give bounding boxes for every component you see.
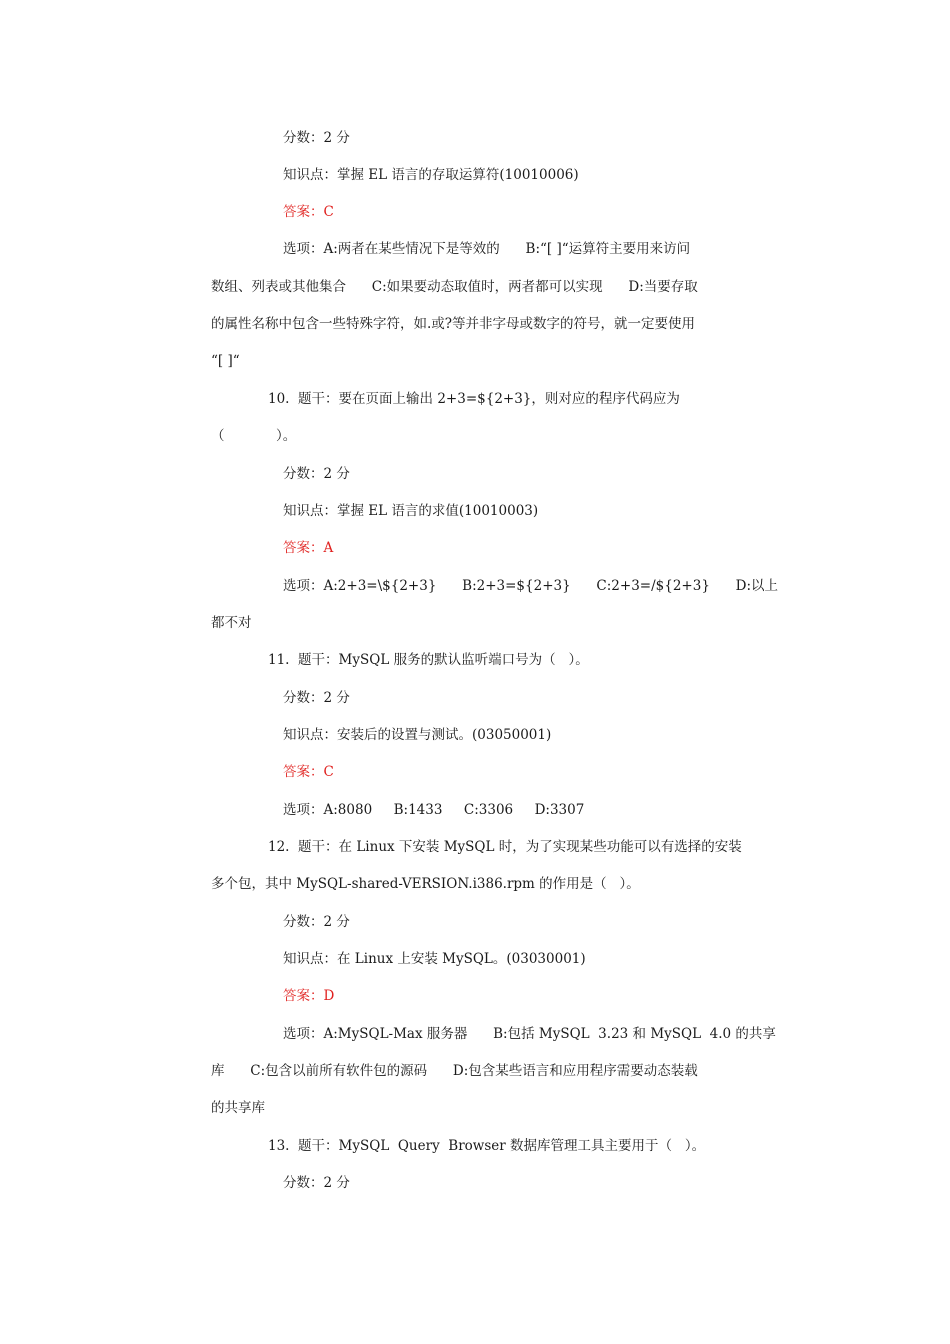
q13-stem: 13. 题干：MySQL Query Browser 数据库管理工具主要用于（ ）。 [268,1138,706,1154]
q12-answer: 答案：D [283,988,335,1004]
q10-options-line-2: 都不对 [211,615,252,631]
q11-stem: 11. 题干：MySQL 服务的默认监听端口号为（ ）。 [268,652,589,668]
q12-options-line-3: 的共享库 [211,1100,265,1116]
q11-answer: 答案：C [283,764,334,780]
q9-knowledge-point: 知识点：掌握 EL 语言的存取运算符(10010006) [283,167,579,183]
q13-score: 分数：2 分 [283,1175,350,1191]
q9-options-line-3: 的属性名称中包含一些特殊字符，如.或?等并非字母或数字的符号，就一定要使用 [211,316,696,332]
q12-options-line-1: 选项：A:MySQL-Max 服务器 B:包括 MySQL 3.23 和 MySQL 4.0 的共享 [283,1026,776,1042]
q10-stem: 10. 题干：要在页面上输出 2+3=${2+3}，则对应的程序代码应为 [268,391,680,407]
q12-score: 分数：2 分 [283,914,350,930]
q9-score: 分数：2 分 [283,130,350,146]
q11-options: 选项：A:8080 B:1433 C:3306 D:3307 [283,802,585,818]
q12-stem-continued: 多个包，其中 MySQL-shared-VERSION.i386.rpm 的作用是（ ）。 [211,876,640,892]
q10-options-line-1: 选项：A:2+3=\${2+3} B:2+3=${2+3} C:2+3=/${2+3} D:以上 [283,578,779,594]
q9-answer: 答案：C [283,204,334,220]
q11-knowledge-point: 知识点：安装后的设置与测试。(03050001) [283,727,552,743]
q11-score: 分数：2 分 [283,690,350,706]
q9-options-line-2: 数组、列表或其他集合 C:如果要动态取值时，两者都可以实现 D:当要存取 [211,279,698,295]
q10-answer: 答案：A [283,540,334,556]
q12-knowledge-point: 知识点：在 Linux 上安装 MySQL。(03030001) [283,951,586,967]
q12-stem: 12. 题干：在 Linux 下安装 MySQL 时，为了实现某些功能可以有选择的安装 [268,839,742,855]
q10-stem-continued: （ ）。 [211,428,297,444]
q9-options-line-4: “[ ]“ [211,353,240,369]
q10-knowledge-point: 知识点：掌握 EL 语言的求值(10010003) [283,503,539,519]
q9-options-line-1: 选项：A:两者在某些情况下是等效的 B:“[ ]“运算符主要用来访问 [283,241,691,257]
q10-score: 分数：2 分 [283,466,350,482]
q12-options-line-2: 库 C:包含以前所有软件包的源码 D:包含某些语言和应用程序需要动态装载 [211,1063,698,1079]
